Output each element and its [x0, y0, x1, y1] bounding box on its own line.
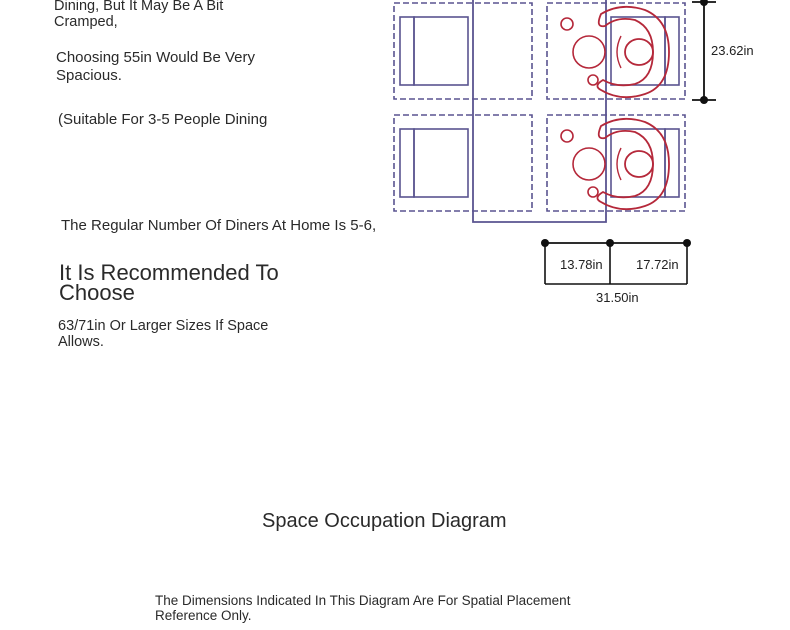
chair-bottom-left: [394, 115, 532, 211]
person-bottom: [561, 119, 669, 209]
text-recommended: It Is Recommended To Choose: [59, 260, 279, 305]
total-width-label: 31.50in: [596, 290, 639, 305]
left-width-label: 13.78in: [560, 257, 603, 272]
text-55in-spacious: Choosing 55in Would Be Very Spacious.: [56, 49, 256, 84]
height-label: 23.62in: [711, 43, 754, 58]
text-larger-sizes: 63/71in Or Larger Sizes If Space Allows.: [58, 318, 269, 350]
text-cramped: Dining, But It May Be A Bit Cramped,: [54, 0, 224, 30]
reference-note: The Dimensions Indicated In This Diagram Are For Spatial Placement Reference Only.: [155, 593, 571, 623]
chair-top-left: [394, 3, 532, 99]
diagram-title: Space Occupation Diagram: [262, 510, 507, 532]
text-3-5-people: (Suitable For 3-5 People Dining: [58, 111, 268, 128]
table-outline: [473, 0, 606, 222]
text-diners-5-6: The Regular Number Of Diners At Home Is 5-6,: [61, 217, 377, 234]
right-width-label: 17.72in: [636, 257, 679, 272]
person-top: [561, 7, 669, 97]
